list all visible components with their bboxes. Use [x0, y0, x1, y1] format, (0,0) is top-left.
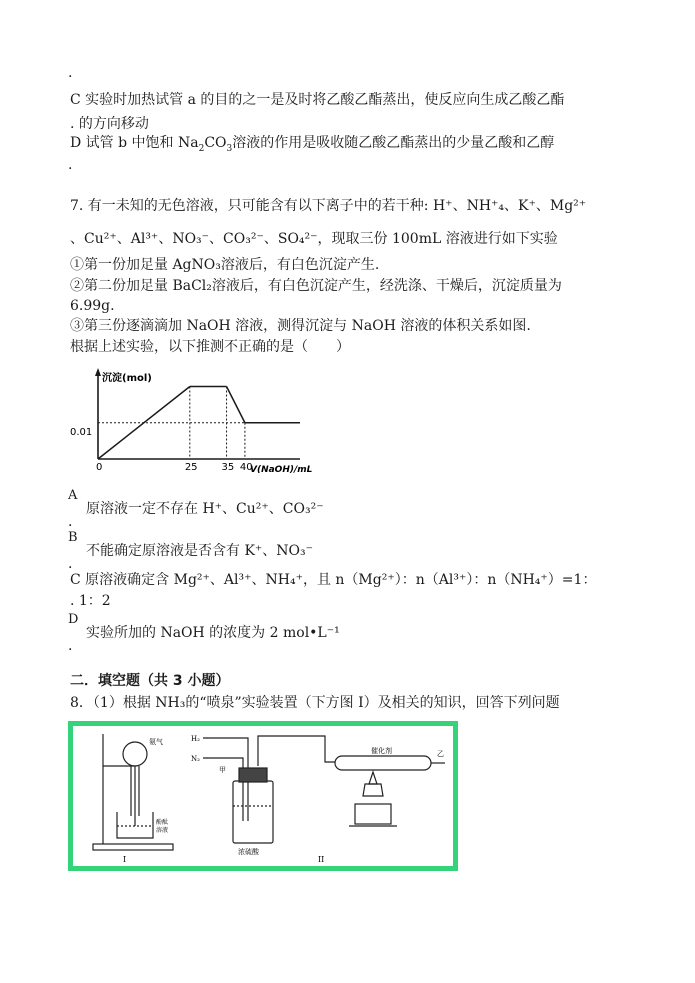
round-flask	[123, 742, 147, 826]
section-heading: 二．填空题（共 3 小题）	[70, 673, 230, 689]
opt-a-dot: .	[68, 514, 73, 530]
label-figure-ii: II	[318, 855, 325, 864]
gas-tubes	[203, 736, 335, 821]
precipitate-chart	[68, 366, 318, 478]
opt-d-label: D	[68, 612, 79, 627]
opt-a-text: 原溶液一定不存在 H⁺、Cu²⁺、CO₃²⁻	[86, 501, 324, 517]
q7-step3: ③第三份逐滴滴加 NaOH 溶液，测得沉淀与 NaOH 溶液的体积关系如图.	[70, 318, 531, 334]
wash-bottle	[233, 768, 273, 843]
x-tick-label: 25	[184, 462, 198, 473]
series-segment	[227, 387, 245, 423]
q7-step1: ①第一份加足量 AgNO₃溶液后，有白色沉淀产生.	[70, 257, 380, 273]
stray-dot: .	[68, 65, 73, 81]
option-c6-line2: . 的方向移动	[70, 116, 149, 132]
opt-b-dot: .	[68, 556, 73, 572]
option-d6-dot: .	[68, 157, 73, 173]
opt-c-line1: C 原溶液确定含 Mg²⁺、Al³⁺、NH₄⁺，且 n（Mg²⁺）：n（Al³⁺）：n（NH₄⁺）=1：	[70, 572, 597, 588]
burner	[349, 772, 397, 826]
q7-step2a: ②第二份加足量 BaCl₂溶液后，有白色沉淀产生，经洗涤、干燥后，沉淀质量为	[70, 278, 562, 294]
chart-guides	[98, 387, 245, 460]
label-figure-i: I	[123, 855, 127, 864]
x-axis-label: V(NaOH)/mL	[250, 465, 313, 475]
reaction-tube	[335, 756, 445, 770]
option-c6-line1: C 实验时加热试管 a 的目的之一是及时将乙酸乙酯蒸出，使反应向生成乙酸乙酯	[70, 92, 565, 108]
q7-step2b: 6.99g.	[70, 298, 115, 314]
opt-c-line2: . 1：2	[70, 593, 111, 609]
label-jia: 甲	[219, 766, 226, 774]
apparatus-figure	[68, 721, 458, 871]
y-axis-label: 沉淀(mol)	[102, 373, 152, 384]
x-tick-labels	[96, 462, 253, 473]
opt-b-label: B	[68, 530, 78, 545]
opt-d-dot: .	[68, 638, 73, 654]
option-d6-prefix: D 试管 b 中饱和 Na	[70, 135, 199, 151]
q8-text: 8．（1）根据 NH₃的“喷泉”实验装置（下方图 I）及相关的知识，回答下列问题	[70, 695, 560, 711]
x-tick-label: 0	[96, 462, 103, 473]
opt-a-label: A	[68, 488, 78, 503]
label-h2: H₂	[191, 735, 200, 743]
x-tick-label: 35	[221, 462, 235, 473]
q7-ask: 根据上述实验，以下推测不正确的是（ ）	[70, 339, 350, 355]
option-d6: D 试管 b 中饱和 $Na_2CO_3$溶液的作用是吸收随乙酸乙酯蒸出的少量乙酸和乙醇	[70, 135, 555, 154]
q7-line1: 7. 有一未知的无色溶液，只可能含有以下离子中的若干种: H⁺、NH⁺₄、K⁺、Mg²⁺	[70, 198, 587, 214]
label-phenol-2: 溶液	[156, 827, 169, 834]
option-d6-suffix: 溶液的作用是吸收随乙酸乙酯蒸出的少量乙酸和乙醇	[232, 135, 555, 151]
apparatus-drawing	[73, 726, 453, 866]
y-tick-label: 0.01	[70, 427, 93, 438]
label-acid: 浓硫酸	[238, 848, 259, 856]
q7-line2: 、Cu²⁺、Al³⁺、NO₃⁻、CO₃²⁻、SO₄²⁻，现取三份 100mL 溶液进行如下实验	[70, 231, 558, 247]
label-n2: N₂	[191, 755, 200, 763]
label-z: 乙	[437, 750, 444, 758]
opt-b-text: 不能确定原溶液是否含有 K⁺、NO₃⁻	[86, 543, 314, 559]
label-catalyst: 催化剂	[371, 747, 392, 755]
opt-d-text: 实验所加的 NaOH 的浓度为 2 mol•L⁻¹	[86, 625, 340, 641]
label-phenol-1: 酚酞	[156, 819, 169, 826]
label-gas: 氨气	[149, 738, 163, 746]
x-tick-label: 40	[239, 462, 253, 473]
